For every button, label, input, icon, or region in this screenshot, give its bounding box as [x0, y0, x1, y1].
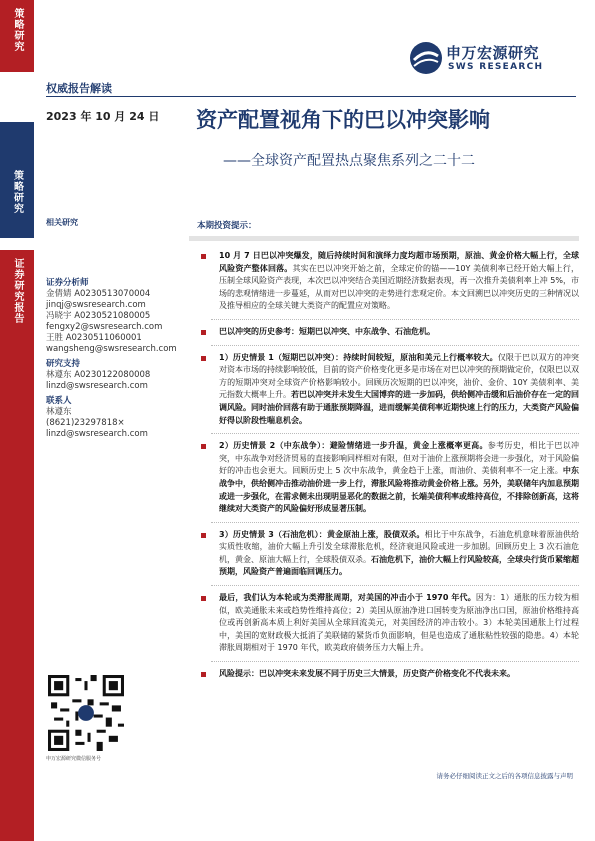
sidebar-block-strategy-2: [0, 122, 34, 238]
contact-column: [46, 278, 177, 440]
divider: [211, 345, 579, 346]
wechat-qr-code: [48, 675, 124, 751]
highlights-heading: 本期投资提示：: [197, 221, 257, 231]
sidebar-block-securities-report: [0, 250, 34, 841]
divider: [211, 433, 579, 434]
divider: [211, 585, 579, 586]
bullet-icon: [201, 596, 206, 601]
bullet-icon: [201, 533, 206, 538]
report-subtitle: ——全球资产配置热点聚焦系列之二十二: [223, 153, 475, 169]
report-date: 2023 年 10 月 24 日: [46, 110, 160, 123]
disclaimer-footer: 请务必仔细阅读正文之后的各项信息披露与声明: [436, 772, 573, 780]
bullet-icon: [201, 672, 206, 677]
investment-highlights: [189, 219, 579, 687]
highlight-paragraph: 10 月 7 日巴以冲突爆发，随后持续时间和演绎力度均超市场预期，原油、黄金价格大幅上行，全球风险资产整体回落。其实在巴以冲突开始之前，全球定价的锚——10Y 美债利率已经开始大幅上行，压制全球风险资产表现，本次巴以冲突结合美国近期经济数据表现，再一次推升美债利率上冲 5%，市场的悲观情绪进一步蔓延，从而对巴以冲突的走势进行悲观定价。本文回溯巴以冲突历史的三种情况以及推导相应的全球关键大类资产的配置应对策略。: [189, 250, 579, 313]
analysts-head: 证券分析师: [46, 278, 89, 288]
bullet-icon: [201, 356, 206, 361]
sidebar-label-1: 策略研究: [12, 8, 23, 52]
highlight-paragraph: 3）历史情景 3（石油危机）：黄金原油上涨，股债双杀。相比于中东战争，石油危机意味着原油供给实质性收缩，油价大幅上升引发全球滞胀危机，经济衰退风险或进一步加剧。回顾历史上 3 次石油危机，黄金、原油大幅上行，全球股债双杀。石油危机下，油价大幅上行风险较高，全球央行货币紧缩超预期，风险资产普遍面临回调压力。: [189, 529, 579, 579]
support-line: linzd@swsresearch.com: [46, 381, 148, 391]
highlight-paragraph: 1）历史情景 1（短期巴以冲突）：持续时间较短，原油和美元上行概率较大。仅限于巴以双方的冲突对资本市场的持续影响较低，目前的资产价格变化更多是市场在对巴以冲突的预期做定价，仅限巴以双方的短期冲突对全球资产价格影响较小。回顾历次短期的巴以冲突，油价、金价、10Y 美债利率、美元指数大概率上升。若巴以冲突并未发生大国博弈的进一步加码，供给侧冲击缓和后油价存在一定的回调风险。同时油价回落有助于通胀预期降温，进而缓解美债利率近期快速上行的压力，大类资产风险偏好得以阶段性喘息机会。: [189, 352, 579, 428]
divider: [211, 319, 579, 320]
related-research-label: 相关研究: [46, 218, 78, 227]
analyst-line: jinqj@swsresearch.com: [46, 300, 146, 310]
support-line: 林遵东 A0230122080008: [46, 370, 151, 380]
header-divider: [46, 96, 576, 97]
support-head: 研究支持: [46, 359, 81, 369]
highlight-paragraph: 2）历史情景 2（中东战争）：避险情绪进一步升温，黄金上涨概率更高。参考历史，相比于巴以冲突，中东战争对经济贸易的直接影响同样相对有限，但对于油价上涨预期将会进一步强化，对于风险偏好的冲击也会更大。回顾历史上 5 次中东战争，黄金趋于上涨，而油价、美债利率不一定上涨。中东战争中，供给侧冲击推动油价进一步上行，滞胀风险将推动黄金价格上涨。另外，美联储年内加息预期或进一步强化，在需求侧未出现明显恶化的数据之前，长端美债利率或维持高位，不排除创新高，这将继续对大类资产的风险偏好形成显著压制。: [189, 440, 579, 516]
logo-text-cn: 申万宏源研究: [446, 44, 540, 62]
bullet-icon: [201, 330, 206, 335]
sidebar-label-2: 策略研究: [11, 170, 23, 214]
sws-logo: [408, 40, 568, 80]
logo-text-en: SWS RESEARCH: [448, 62, 544, 72]
highlight-paragraph: 最后，我们认为本轮或为类滞胀周期，对美国的冲击小于 1970 年代。因为：1）通胀的压力较为相似，欧美通胀未来或趋势性维持高位；2）美国从原油净进口国转变为原油净出口国，原油价格维持高位或再创新高本质上利好美国从全球回流美元，对美国经济的冲击较小。3）本轮美国通胀上行过程中，美国的宽财政极大抵消了美联储的紧货币负面影响，但是也造成了通胀粘性较强的隐患。4）本轮滞胀周期相对于 1970 年代，欧美政府债务压力大幅上升。: [189, 592, 579, 655]
report-type: 权威报告解读: [46, 82, 112, 95]
bullet-icon: [201, 444, 206, 449]
sidebar-label-3: 证券研究报告: [12, 258, 23, 324]
sidebar-block-strategy: [0, 0, 34, 72]
divider: [211, 522, 579, 523]
contact-head: 联系人: [46, 396, 72, 406]
bullet-icon: [201, 254, 206, 259]
analyst-line: wangsheng@swsresearch.com: [46, 344, 177, 354]
contact-line: linzd@swsresearch.com: [46, 429, 148, 439]
highlight-paragraph: 巴以冲突的历史参考：短期巴以冲突、中东战争、石油危机。: [189, 326, 579, 339]
sidebar: [0, 0, 34, 841]
contact-line: (8621)23297818×: [46, 418, 125, 428]
analyst-line: 金倩婧 A0230513070004: [46, 289, 151, 299]
analyst-line: 王胜 A0230511060001: [46, 333, 142, 343]
heading-bar: [189, 236, 579, 241]
analyst-line: fengxy2@swsresearch.com: [46, 322, 163, 332]
qr-caption: 申万宏源研究微信服务号: [46, 756, 102, 762]
analyst-line: 冯晓宇 A0230521080005: [46, 311, 151, 321]
contact-line: 林遵东: [46, 407, 72, 417]
divider: [211, 661, 579, 662]
risk-warning: 风险提示：巴以冲突未来发展不同于历史三大情景，历史资产价格变化不代表未来。: [189, 668, 579, 681]
report-title: 资产配置视角下的巴以冲突影响: [196, 108, 490, 132]
sws-logo-icon: [408, 40, 444, 76]
